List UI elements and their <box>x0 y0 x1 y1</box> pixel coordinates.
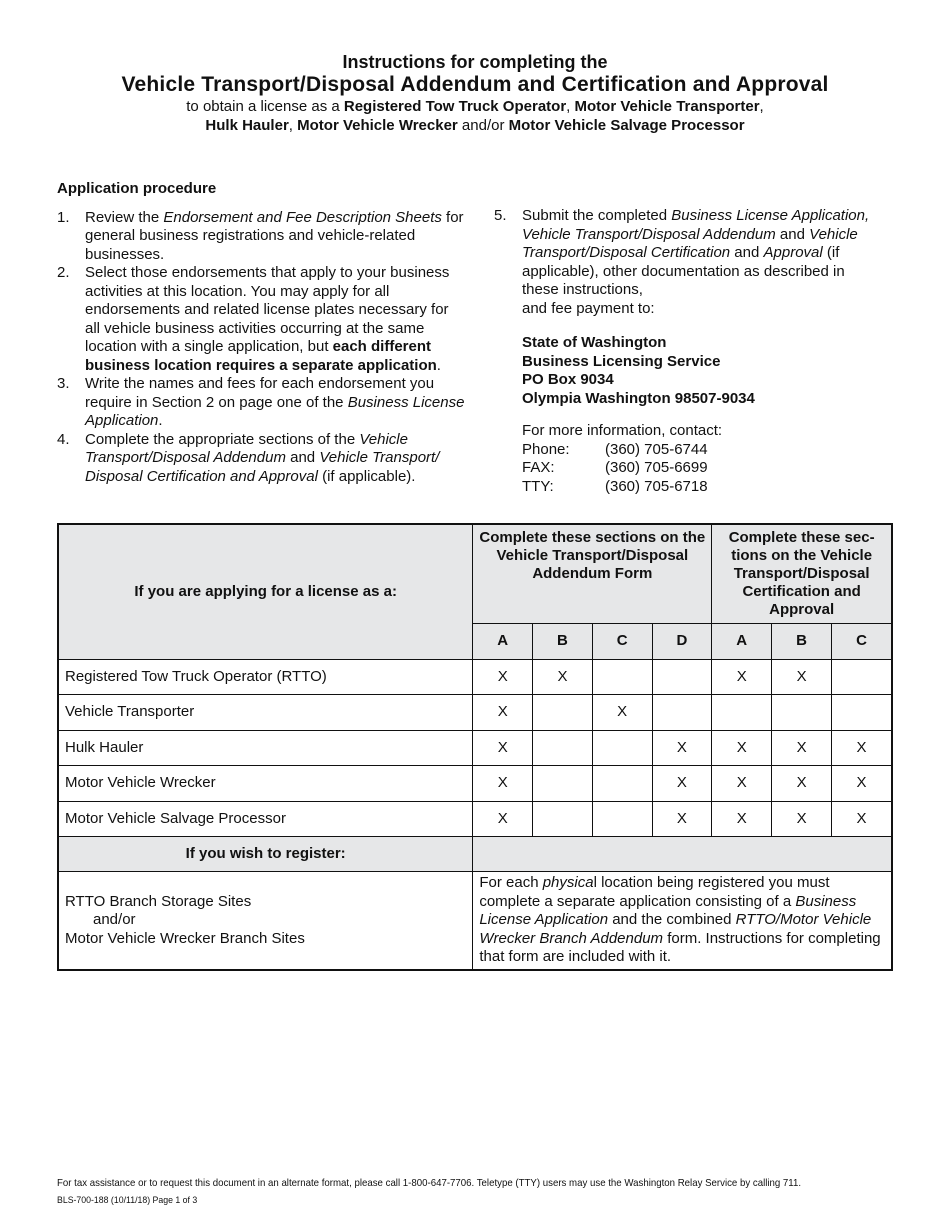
section-mark <box>832 695 892 731</box>
step-number: 5. <box>494 207 507 224</box>
contact-heading: For more information, contact: <box>522 422 723 439</box>
license-sections-table <box>57 523 893 971</box>
table-row <box>58 801 892 837</box>
column-group-certification: Complete these sec-tions on the Vehicle Transport/Disposal Certification and Approval <box>712 524 892 623</box>
section-mark: X <box>533 659 593 695</box>
text-segment: RTTO/Motor Vehicle Wrecker Branch Addendum <box>479 911 872 947</box>
section-mark <box>533 730 593 766</box>
step-text <box>85 431 439 485</box>
license-type: Vehicle Transporter <box>58 695 473 731</box>
section-letter: A <box>712 623 772 659</box>
section-mark: X <box>832 801 892 837</box>
table-row <box>58 766 892 802</box>
text-segment: Business License Application, Vehicle Transport/Disposal Addendum <box>522 207 870 243</box>
section-mark: X <box>652 801 712 837</box>
contact-label: TTY: <box>522 477 554 495</box>
text-segment: Review the <box>85 208 164 226</box>
section-mark <box>772 695 832 731</box>
document-title: Vehicle Transport/Disposal Addendum and Certification and Approval <box>121 73 829 96</box>
register-label-line: Motor Vehicle Wrecker Branch Sites <box>65 929 305 947</box>
procedure-step <box>494 207 874 318</box>
text-segment: Registered Tow Truck Operator <box>343 98 567 115</box>
contact-value: (360) 705-6699 <box>605 459 708 476</box>
section-heading: Application procedure <box>57 180 217 197</box>
table-row <box>58 730 892 766</box>
text-segment: and fee payment to: <box>522 299 655 317</box>
text-segment: Motor Vehicle Salvage Processor <box>508 117 745 134</box>
text-segment: and <box>285 449 320 466</box>
step-number: 3. <box>57 375 70 392</box>
section-letter: B <box>772 623 832 659</box>
text-segment: and the combined <box>608 911 736 928</box>
section-mark: X <box>652 766 712 802</box>
procedure-right-column <box>494 207 874 496</box>
section-mark <box>533 766 593 802</box>
header-subtitle-2 <box>0 116 950 135</box>
license-type: Hulk Hauler <box>58 730 473 766</box>
register-instructions <box>473 872 892 970</box>
text-segment: and <box>730 244 764 261</box>
section-letter: A <box>473 623 533 659</box>
text-segment: and <box>775 225 810 243</box>
register-header-blank <box>473 837 892 872</box>
section-mark: X <box>712 659 772 695</box>
column-group-addendum: Complete these sections on the Vehicle Transport/Disposal Addendum Form <box>473 524 712 623</box>
section-mark: X <box>772 730 832 766</box>
text-segment: Vehicle Transport/ Disposal Certification and Approval <box>85 449 440 485</box>
procedure-step <box>57 264 467 375</box>
text-segment: . <box>436 356 441 374</box>
text-segment: Complete the appropriate sections of the <box>85 430 360 448</box>
section-mark: X <box>772 659 832 695</box>
text-segment: to obtain a license as a <box>186 98 344 115</box>
address-line: PO Box 9034 <box>522 371 614 388</box>
register-header: If you wish to register: <box>58 837 473 872</box>
header-intro: Instructions for completing the <box>342 52 608 72</box>
contact-tty <box>522 478 874 497</box>
text-segment: Motor Vehicle Wrecker <box>297 117 458 134</box>
section-mark: X <box>772 801 832 837</box>
license-type: Motor Vehicle Salvage Processor <box>58 801 473 837</box>
contact-value: (360) 705-6744 <box>605 440 708 458</box>
section-mark <box>533 801 593 837</box>
footer-assistance: For tax assistance or to request this document in an alternate format, please call 1-800-647-7706. Teletype (TTY) users may use the Washington Relay Service by calling 711. <box>57 1177 802 1189</box>
procedure-list-continued <box>494 207 874 318</box>
contact-label: FAX: <box>522 459 555 476</box>
section-mark: X <box>832 730 892 766</box>
text-segment: , <box>759 98 764 115</box>
section-mark <box>592 801 652 837</box>
contact-label: Phone: <box>522 440 570 458</box>
procedure-step <box>57 431 467 487</box>
section-letter: B <box>533 623 593 659</box>
text-segment: Approval <box>763 244 823 261</box>
section-mark: X <box>712 801 772 837</box>
table-row <box>58 659 892 695</box>
table-row <box>58 695 892 731</box>
text-segment: Vehicle Transport/Disposal Addendum <box>85 430 408 466</box>
step-text <box>85 264 449 374</box>
step-text <box>522 207 869 317</box>
license-type: Registered Tow Truck Operator (RTTO) <box>58 659 473 695</box>
text-segment: Write the names and fees for each endorsement you require in Section 2 on page one of the <box>85 375 435 411</box>
section-mark: X <box>473 695 533 731</box>
contact-value: (360) 705-6718 <box>605 477 708 495</box>
register-label <box>58 872 473 970</box>
procedure-step <box>57 209 467 265</box>
column-header-license: If you are applying for a license as a: <box>58 524 473 659</box>
text-segment: physica <box>542 874 594 891</box>
text-segment: and/or <box>457 117 509 134</box>
section-mark: X <box>772 766 832 802</box>
text-segment: Vehicle Transport/Disposal Certification <box>522 225 858 261</box>
text-segment: For each <box>479 874 543 891</box>
step-text <box>85 375 464 429</box>
text-segment: Business License Application <box>85 393 465 429</box>
register-label-line: RTTO Branch Storage Sites <box>65 892 252 910</box>
text-segment: Business License Application <box>479 892 857 928</box>
text-segment: for general business registrations and vehicle-related businesses. <box>85 208 464 263</box>
text-segment: Submit the completed <box>522 207 672 224</box>
text-segment: each different business location requires a separate application <box>85 338 437 374</box>
section-mark: X <box>473 801 533 837</box>
section-mark <box>652 695 712 731</box>
section-mark: X <box>592 695 652 731</box>
section-mark: X <box>832 766 892 802</box>
section-mark <box>832 659 892 695</box>
license-type: Motor Vehicle Wrecker <box>58 766 473 802</box>
contact-fax <box>522 459 874 478</box>
text-segment: (if applicable). <box>317 467 416 485</box>
contact-phone <box>522 441 874 460</box>
section-letter: D <box>652 623 712 659</box>
text-segment: (if applicable), other documentation as described in these instructions, <box>522 244 845 298</box>
text-segment: Select those endorsements that apply to your business activities at this location. You may apply for all endorsements and related license plates necessary for all vehicle business activities occurring at the same location with a single application, but <box>85 264 450 355</box>
section-letter: C <box>592 623 652 659</box>
step-number: 4. <box>57 430 70 448</box>
section-mark: X <box>712 766 772 802</box>
section-mark <box>712 695 772 731</box>
text-segment: Hulk Hauler <box>205 117 289 134</box>
section-mark <box>652 659 712 695</box>
step-number: 1. <box>57 208 70 226</box>
section-mark <box>592 659 652 695</box>
section-mark <box>592 730 652 766</box>
address-line: State of Washington <box>522 334 667 351</box>
address-line: Business Licensing Service <box>522 352 721 370</box>
text-segment: form. Instructions for completing that form are included with it. <box>479 929 881 965</box>
section-mark: X <box>473 659 533 695</box>
text-segment: Endorsement and Fee Description Sheets <box>163 208 442 226</box>
text-segment: Motor Vehicle Transporter <box>574 98 760 115</box>
text-segment: , <box>566 98 575 115</box>
procedure-step <box>57 375 467 431</box>
footer-form-id: BLS-700-188 (10/11/18) Page 1 of 3 <box>57 1195 198 1206</box>
contact-info <box>522 422 874 496</box>
section-mark: X <box>473 730 533 766</box>
section-mark: X <box>473 766 533 802</box>
step-text <box>85 209 464 263</box>
section-mark: X <box>652 730 712 766</box>
address-line: Olympia Washington 98507-9034 <box>522 389 755 407</box>
section-mark: X <box>712 730 772 766</box>
text-segment: l location being registered you must complete a separate application consisting of a <box>479 874 830 910</box>
section-mark <box>533 695 593 731</box>
mailing-address <box>522 334 874 408</box>
header-subtitle-1 <box>0 97 950 116</box>
register-label-line: and/or <box>93 911 136 928</box>
document-header <box>0 52 950 135</box>
section-mark <box>592 766 652 802</box>
procedure-list <box>57 209 467 487</box>
procedure-left-column <box>57 180 467 486</box>
text-segment: , <box>288 117 298 134</box>
section-letter: C <box>832 623 892 659</box>
step-number: 2. <box>57 264 70 281</box>
text-segment: . <box>158 412 163 429</box>
